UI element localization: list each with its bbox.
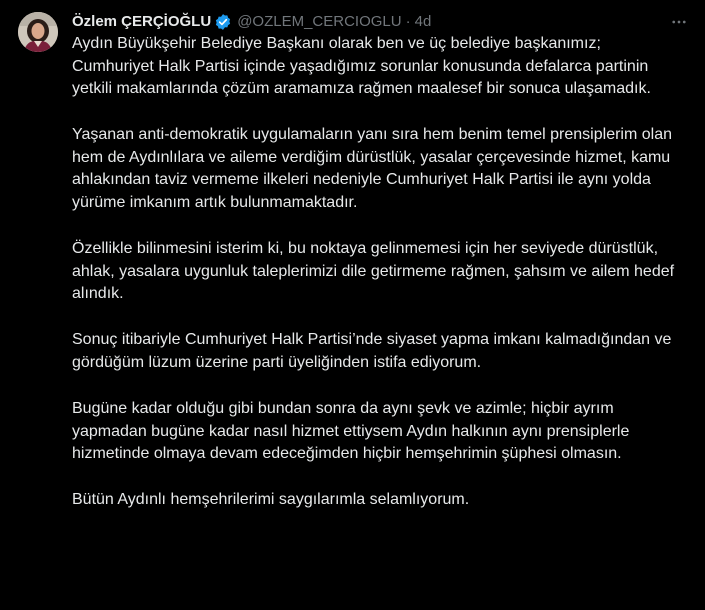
tweet-paragraph-4: Sonuç itibariyle Cumhuriyet Halk Partisi’nde siyaset yapma imkanı kalmadığından ve gördüğüm lüzum üzerine parti üyeliğinden istifa ediyorum. [72,331,672,372]
profile-avatar [18,12,58,52]
tweet-paragraph-5: Bugüne kadar olduğu gibi bundan sonra da aynı şevk ve azimle; hiçbir ayrım yapmadan bugüne kadar nasıl hizmet ettiysem Aydın halkının aynı prensiplerle hizmetinde olmaya devam edeceğimden hiçbir hemşehrimin şüphesi olmasın. [72,400,630,463]
avatar-column [18,12,58,610]
tweet-header [72,12,689,32]
tweet-timestamp[interactable]: 4d [414,13,432,30]
author-handle[interactable]: @OZLEM_CERCIOGLU [237,13,402,30]
tweet-paragraph-1: Aydın Büyükşehir Belediye Başkanı olarak ben ve üç belediye başkanımız; Cumhuriyet Halk Partisi içinde yaşadığımız sorunlar konusunda defalarca partinin yetkili makamlarında çözüm aramamıza rağmen maalesef bir sonuca ulaşamadık. [72,35,651,98]
author-name[interactable]: Özlem ÇERÇİOĞLU [72,13,212,30]
verified-badge-icon [214,13,232,31]
tweet-text [72,33,684,512]
tweet-content [72,12,689,610]
avatar[interactable] [18,12,58,52]
more-options-icon[interactable] [669,12,689,32]
tweet-paragraph-2: Yaşanan anti-demokratik uygulamaların yanı sıra hem benim temel prensiplerim olan hem de Aydınlılara ve aileme verdiğim dürüstlük, yasalar çerçevesinde hizmet, kamu ahlakından taviz vermeme ilkeleri nedeniyle Cumhuriyet Halk Partisi ile aynı yolda yürüme imkanım artık bulunmamaktadır. [72,126,672,212]
separator-dot: · [405,13,411,30]
tweet-paragraph-6: Bütün Aydınlı hemşehrilerimi saygılarımla selamlıyorum. [72,491,470,509]
tweet-paragraph-3: Özellikle bilinmesini isterim ki, bu noktaya gelinmemesi için her seviyede dürüstlük, ahlak, yasalara uygunluk taleplerimizi dile getirmeme rağmen, şahsım ve ailem hedef alındık. [72,240,675,303]
